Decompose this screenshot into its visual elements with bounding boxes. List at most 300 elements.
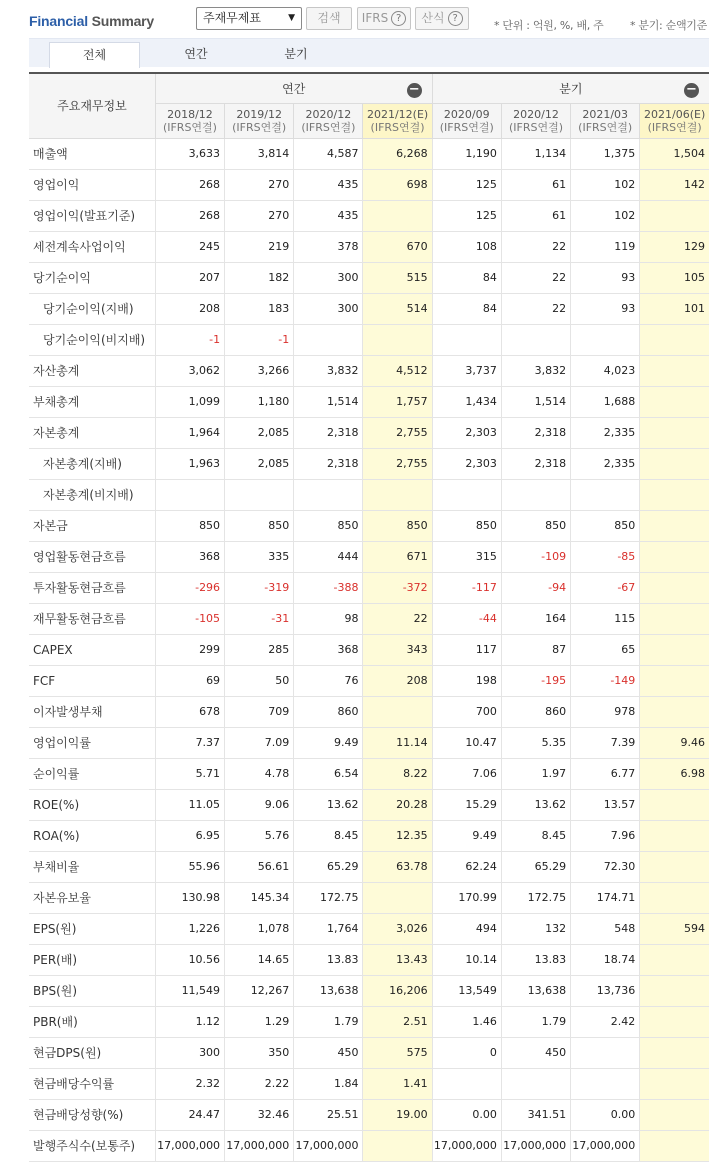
table-cell: 7.09 [225, 727, 294, 758]
table-cell: 2,085 [225, 417, 294, 448]
table-cell: 17,000,000 [294, 1130, 363, 1161]
table-cell: 145.34 [225, 882, 294, 913]
table-cell [294, 324, 363, 355]
table-cell: 10.56 [155, 944, 224, 975]
table-cell [432, 479, 501, 510]
period-date: 2019/12 [236, 107, 283, 121]
table-row [29, 293, 709, 324]
row-label: BPS(원) [29, 975, 155, 1006]
table-cell [432, 1068, 501, 1099]
table-cell: 8.45 [501, 820, 570, 851]
table-cell: 13,736 [571, 975, 640, 1006]
table-cell [640, 944, 709, 975]
table-cell [640, 448, 709, 479]
table-cell: 219 [225, 231, 294, 262]
row-label: 순이익률 [29, 758, 155, 789]
table-cell: -94 [501, 572, 570, 603]
table-cell: 435 [294, 169, 363, 200]
row-label: PBR(배) [29, 1006, 155, 1037]
statement-type-value: 주재무제표 [203, 11, 261, 25]
table-cell: 50 [225, 665, 294, 696]
table-cell: 15.29 [432, 789, 501, 820]
tab-quarter[interactable]: 분기 [284, 47, 308, 61]
table-cell: 1,757 [363, 386, 432, 417]
period-basis: (IFRS연결) [370, 120, 425, 134]
row-label: 당기순이익(지배) [29, 293, 155, 324]
row-label: EPS(원) [29, 913, 155, 944]
period-date: 2021/03 [582, 107, 629, 121]
row-label: 발행주식수(보통주) [29, 1130, 155, 1161]
table-cell: 4,587 [294, 138, 363, 169]
table-cell: 300 [155, 1037, 224, 1068]
period-date: 2020/09 [443, 107, 490, 121]
period-date: 2020/12 [513, 107, 559, 121]
table-cell [571, 1068, 640, 1099]
table-cell [640, 1130, 709, 1161]
table-cell: 1,078 [225, 913, 294, 944]
table-cell: 117 [432, 634, 501, 665]
table-cell: 8.45 [294, 820, 363, 851]
row-label: 부채총계 [29, 386, 155, 417]
quarter-group-header [432, 73, 709, 103]
table-cell: 2,335 [571, 417, 640, 448]
table-cell: 93 [571, 262, 640, 293]
brand-summary: Summary [91, 13, 155, 29]
table-cell: 87 [501, 634, 570, 665]
table-cell [501, 324, 570, 355]
period-basis: (IFRS연결) [232, 120, 287, 134]
row-label: 자본총계(비지배) [29, 479, 155, 510]
table-cell: 0.00 [571, 1099, 640, 1130]
table-cell: 17,000,000 [155, 1130, 224, 1161]
table-row [29, 386, 709, 417]
table-cell: 1.79 [294, 1006, 363, 1037]
row-label: PER(배) [29, 944, 155, 975]
table-row [29, 262, 709, 293]
table-cell: 10.47 [432, 727, 501, 758]
table-row [29, 1037, 709, 1068]
table-cell [640, 665, 709, 696]
table-cell [640, 417, 709, 448]
table-cell [501, 1068, 570, 1099]
table-cell [640, 324, 709, 355]
table-cell: 11,549 [155, 975, 224, 1006]
period-date: 2021/06(E) [644, 107, 706, 121]
table-row [29, 1099, 709, 1130]
table-cell: 1,434 [432, 386, 501, 417]
table-cell: 13.83 [501, 944, 570, 975]
table-cell: 4,023 [571, 355, 640, 386]
table-cell [640, 1099, 709, 1130]
table-row [29, 634, 709, 665]
table-cell: 341.51 [501, 1099, 570, 1130]
table-cell: 5.76 [225, 820, 294, 851]
table-cell: 2,303 [432, 417, 501, 448]
table-row [29, 231, 709, 262]
table-row [29, 572, 709, 603]
ifrs-button[interactable] [357, 7, 411, 30]
table-cell: -388 [294, 572, 363, 603]
table-cell: 14.65 [225, 944, 294, 975]
table-cell: 69 [155, 665, 224, 696]
row-label: 당기순이익(비지배) [29, 324, 155, 355]
table-cell: 3,832 [501, 355, 570, 386]
table-cell [640, 634, 709, 665]
period-note: * 분기: 순액기준 [630, 19, 707, 32]
period-tabs [29, 38, 709, 67]
table-row [29, 200, 709, 231]
table-cell [155, 479, 224, 510]
table-cell: 170.99 [432, 882, 501, 913]
table-cell: 0.00 [432, 1099, 501, 1130]
row-label: 부채비율 [29, 851, 155, 882]
table-cell: 115 [571, 603, 640, 634]
table-cell: 709 [225, 696, 294, 727]
row-label: 현금DPS(원) [29, 1037, 155, 1068]
table-cell: 1,964 [155, 417, 224, 448]
table-row [29, 944, 709, 975]
table-cell: 13.83 [294, 944, 363, 975]
table-cell: 2,755 [363, 448, 432, 479]
table-row [29, 1006, 709, 1037]
table-cell: 76 [294, 665, 363, 696]
table-cell [363, 200, 432, 231]
table-row [29, 479, 709, 510]
table-cell: 22 [363, 603, 432, 634]
table-cell [501, 479, 570, 510]
table-row [29, 789, 709, 820]
table-cell: 11.05 [155, 789, 224, 820]
table-cell: 335 [225, 541, 294, 572]
table-cell [571, 1037, 640, 1068]
table-cell: 1.79 [501, 1006, 570, 1037]
table-cell: 450 [501, 1037, 570, 1068]
table-cell: 207 [155, 262, 224, 293]
row-label: 영업활동현금흐름 [29, 541, 155, 572]
period-header [571, 103, 640, 138]
table-cell: 172.75 [294, 882, 363, 913]
table-cell: 12.35 [363, 820, 432, 851]
table-cell: -1 [155, 324, 224, 355]
table-cell: 13.62 [294, 789, 363, 820]
table-cell: 1.41 [363, 1068, 432, 1099]
table-cell: 1,180 [225, 386, 294, 417]
table-cell: 32.46 [225, 1099, 294, 1130]
table-cell: 20.28 [363, 789, 432, 820]
table-cell: -1 [225, 324, 294, 355]
table-cell: 268 [155, 200, 224, 231]
row-label: ROE(%) [29, 789, 155, 820]
table-cell: 6.77 [571, 758, 640, 789]
table-cell: 1,764 [294, 913, 363, 944]
table-cell: 1.84 [294, 1068, 363, 1099]
table-cell: 129 [640, 231, 709, 262]
row-label: 영업이익(발표기준) [29, 200, 155, 231]
period-header [155, 103, 224, 138]
table-row [29, 541, 709, 572]
table-cell: 368 [155, 541, 224, 572]
row-label: 투자활동현금흐름 [29, 572, 155, 603]
table-cell: 3,062 [155, 355, 224, 386]
table-cell: -319 [225, 572, 294, 603]
table-cell [640, 1006, 709, 1037]
help-icon: ? [448, 11, 463, 26]
table-cell [640, 200, 709, 231]
table-cell [225, 479, 294, 510]
collapse-quarter-icon[interactable]: − [684, 83, 699, 98]
table-cell: 2,318 [294, 448, 363, 479]
table-cell: 435 [294, 200, 363, 231]
table-row [29, 169, 709, 200]
quarter-group-label: 분기 [559, 81, 583, 96]
table-row [29, 1068, 709, 1099]
table-cell [363, 479, 432, 510]
period-date: 2018/12 [167, 107, 213, 121]
table-cell: 62.24 [432, 851, 501, 882]
table-cell: 270 [225, 169, 294, 200]
tab-annual[interactable]: 연간 [184, 47, 208, 61]
table-cell: 300 [294, 293, 363, 324]
row-label: 영업이익 [29, 169, 155, 200]
table-cell: 63.78 [363, 851, 432, 882]
table-cell: 61 [501, 169, 570, 200]
row-label: 현금배당수익률 [29, 1068, 155, 1099]
table-cell [571, 324, 640, 355]
table-cell [363, 1130, 432, 1161]
period-basis: (IFRS연결) [162, 120, 217, 134]
table-cell: 2,318 [501, 448, 570, 479]
help-icon: ? [391, 11, 406, 26]
period-basis: (IFRS연결) [578, 120, 633, 134]
table-cell: 850 [571, 510, 640, 541]
table-cell: 1,190 [432, 138, 501, 169]
table-cell: 7.39 [571, 727, 640, 758]
table-cell: 9.49 [432, 820, 501, 851]
table-cell: 11.14 [363, 727, 432, 758]
table-cell: 515 [363, 262, 432, 293]
table-row [29, 138, 709, 169]
table-cell: 494 [432, 913, 501, 944]
period-header [432, 103, 501, 138]
table-cell: -105 [155, 603, 224, 634]
table-cell: 17,000,000 [501, 1130, 570, 1161]
table-cell: 108 [432, 231, 501, 262]
table-cell: 368 [294, 634, 363, 665]
table-cell: 17,000,000 [571, 1130, 640, 1161]
table-cell: 22 [501, 293, 570, 324]
table-cell [640, 510, 709, 541]
collapse-annual-icon[interactable]: − [407, 83, 422, 98]
table-cell: 5.35 [501, 727, 570, 758]
table-cell: 101 [640, 293, 709, 324]
table-cell: -85 [571, 541, 640, 572]
table-cell: -117 [432, 572, 501, 603]
table-cell: 860 [501, 696, 570, 727]
table-cell: 698 [363, 169, 432, 200]
table-cell: 13.62 [501, 789, 570, 820]
period-header [501, 103, 570, 138]
table-row [29, 510, 709, 541]
table-cell: 13,638 [501, 975, 570, 1006]
table-cell: 102 [571, 200, 640, 231]
table-row [29, 975, 709, 1006]
table-cell: 2,318 [294, 417, 363, 448]
row-label: 자산총계 [29, 355, 155, 386]
table-cell: 575 [363, 1037, 432, 1068]
row-label: 자본총계(지배) [29, 448, 155, 479]
table-cell: 1,688 [571, 386, 640, 417]
table-cell: 13,638 [294, 975, 363, 1006]
table-cell: 3,832 [294, 355, 363, 386]
row-label: 자본총계 [29, 417, 155, 448]
table-row [29, 913, 709, 944]
table-row [29, 665, 709, 696]
table-cell: 7.37 [155, 727, 224, 758]
ifrs-button-label: IFRS [361, 11, 389, 25]
table-cell: 514 [363, 293, 432, 324]
search-button[interactable] [306, 7, 352, 30]
row-label: ROA(%) [29, 820, 155, 851]
table-cell [640, 975, 709, 1006]
tab-all[interactable]: 전체 [49, 42, 140, 68]
table-cell: 300 [294, 262, 363, 293]
table-row [29, 355, 709, 386]
table-cell: 9.06 [225, 789, 294, 820]
table-cell: 198 [432, 665, 501, 696]
table-cell: 182 [225, 262, 294, 293]
table-cell: 9.49 [294, 727, 363, 758]
period-header [640, 103, 709, 138]
table-cell [640, 789, 709, 820]
table-cell: 2,755 [363, 417, 432, 448]
table-cell: 17,000,000 [225, 1130, 294, 1161]
table-cell: 164 [501, 603, 570, 634]
table-cell: 2.32 [155, 1068, 224, 1099]
table-cell: 3,814 [225, 138, 294, 169]
row-label: 현금배당성향(%) [29, 1099, 155, 1130]
table-cell: 2.42 [571, 1006, 640, 1037]
unit-note: * 단위 : 억원, %, 배, 주 [494, 19, 604, 32]
table-cell: 1.29 [225, 1006, 294, 1037]
table-cell: 130.98 [155, 882, 224, 913]
table-cell [294, 479, 363, 510]
table-cell: 2,318 [501, 417, 570, 448]
row-label: 매출액 [29, 138, 155, 169]
financial-summary-table [29, 72, 709, 1162]
table-cell: -44 [432, 603, 501, 634]
table-cell: 1.12 [155, 1006, 224, 1037]
table-cell: 18.74 [571, 944, 640, 975]
formula-button[interactable] [415, 7, 469, 30]
table-cell: 3,737 [432, 355, 501, 386]
brand-financial: Financial [29, 13, 88, 29]
table-cell: 850 [294, 510, 363, 541]
table-cell: 13,549 [432, 975, 501, 1006]
period-date: 2021/12(E) [366, 107, 429, 121]
table-cell: 2.22 [225, 1068, 294, 1099]
table-cell: 270 [225, 200, 294, 231]
table-cell: 1.46 [432, 1006, 501, 1037]
table-cell: 1,375 [571, 138, 640, 169]
table-row [29, 417, 709, 448]
table-row [29, 727, 709, 758]
table-cell: 6.95 [155, 820, 224, 851]
table-cell: 2,335 [571, 448, 640, 479]
table-cell: 22 [501, 262, 570, 293]
table-cell: 172.75 [501, 882, 570, 913]
table-cell [363, 882, 432, 913]
table-cell: 1,504 [640, 138, 709, 169]
table-cell: -296 [155, 572, 224, 603]
table-cell: -372 [363, 572, 432, 603]
table-cell: 3,633 [155, 138, 224, 169]
table-cell [640, 386, 709, 417]
table-cell: 10.14 [432, 944, 501, 975]
table-cell: 8.22 [363, 758, 432, 789]
table-cell: 65.29 [294, 851, 363, 882]
table-cell: 4,512 [363, 355, 432, 386]
table-cell: 850 [363, 510, 432, 541]
row-label: 당기순이익 [29, 262, 155, 293]
table-cell: 84 [432, 293, 501, 324]
table-cell: 1,963 [155, 448, 224, 479]
table-cell: -149 [571, 665, 640, 696]
page-title [29, 13, 154, 29]
table-cell [640, 820, 709, 851]
period-basis: (IFRS연결) [439, 120, 494, 134]
row-label: 자본유보율 [29, 882, 155, 913]
table-cell: 6,268 [363, 138, 432, 169]
table-cell: 105 [640, 262, 709, 293]
table-cell: 84 [432, 262, 501, 293]
period-header [294, 103, 363, 138]
table-cell: 19.00 [363, 1099, 432, 1130]
table-cell: 5.71 [155, 758, 224, 789]
table-cell: 850 [225, 510, 294, 541]
table-cell: 72.30 [571, 851, 640, 882]
table-cell: 0 [432, 1037, 501, 1068]
table-cell: 208 [363, 665, 432, 696]
table-cell: 65.29 [501, 851, 570, 882]
table-cell: 93 [571, 293, 640, 324]
table-cell: 850 [501, 510, 570, 541]
table-cell: 1,514 [294, 386, 363, 417]
table-cell: 4.78 [225, 758, 294, 789]
table-cell: 125 [432, 169, 501, 200]
table-cell: 850 [432, 510, 501, 541]
table-cell [640, 541, 709, 572]
table-row [29, 1130, 709, 1161]
table-cell: 378 [294, 231, 363, 262]
row-label: 이자발생부채 [29, 696, 155, 727]
table-cell: 17,000,000 [432, 1130, 501, 1161]
row-label: 재무활동현금흐름 [29, 603, 155, 634]
table-cell: 1,134 [501, 138, 570, 169]
table-row [29, 820, 709, 851]
table-cell [363, 696, 432, 727]
period-date: 2020/12 [305, 107, 352, 121]
table-cell: 174.71 [571, 882, 640, 913]
table-cell: 56.61 [225, 851, 294, 882]
statement-type-select[interactable] [196, 7, 302, 30]
table-cell: 25.51 [294, 1099, 363, 1130]
table-cell: 102 [571, 169, 640, 200]
table-cell: 850 [155, 510, 224, 541]
toolbar [0, 0, 719, 38]
table-cell: 450 [294, 1037, 363, 1068]
table-cell: 3,266 [225, 355, 294, 386]
table-cell: 2,303 [432, 448, 501, 479]
